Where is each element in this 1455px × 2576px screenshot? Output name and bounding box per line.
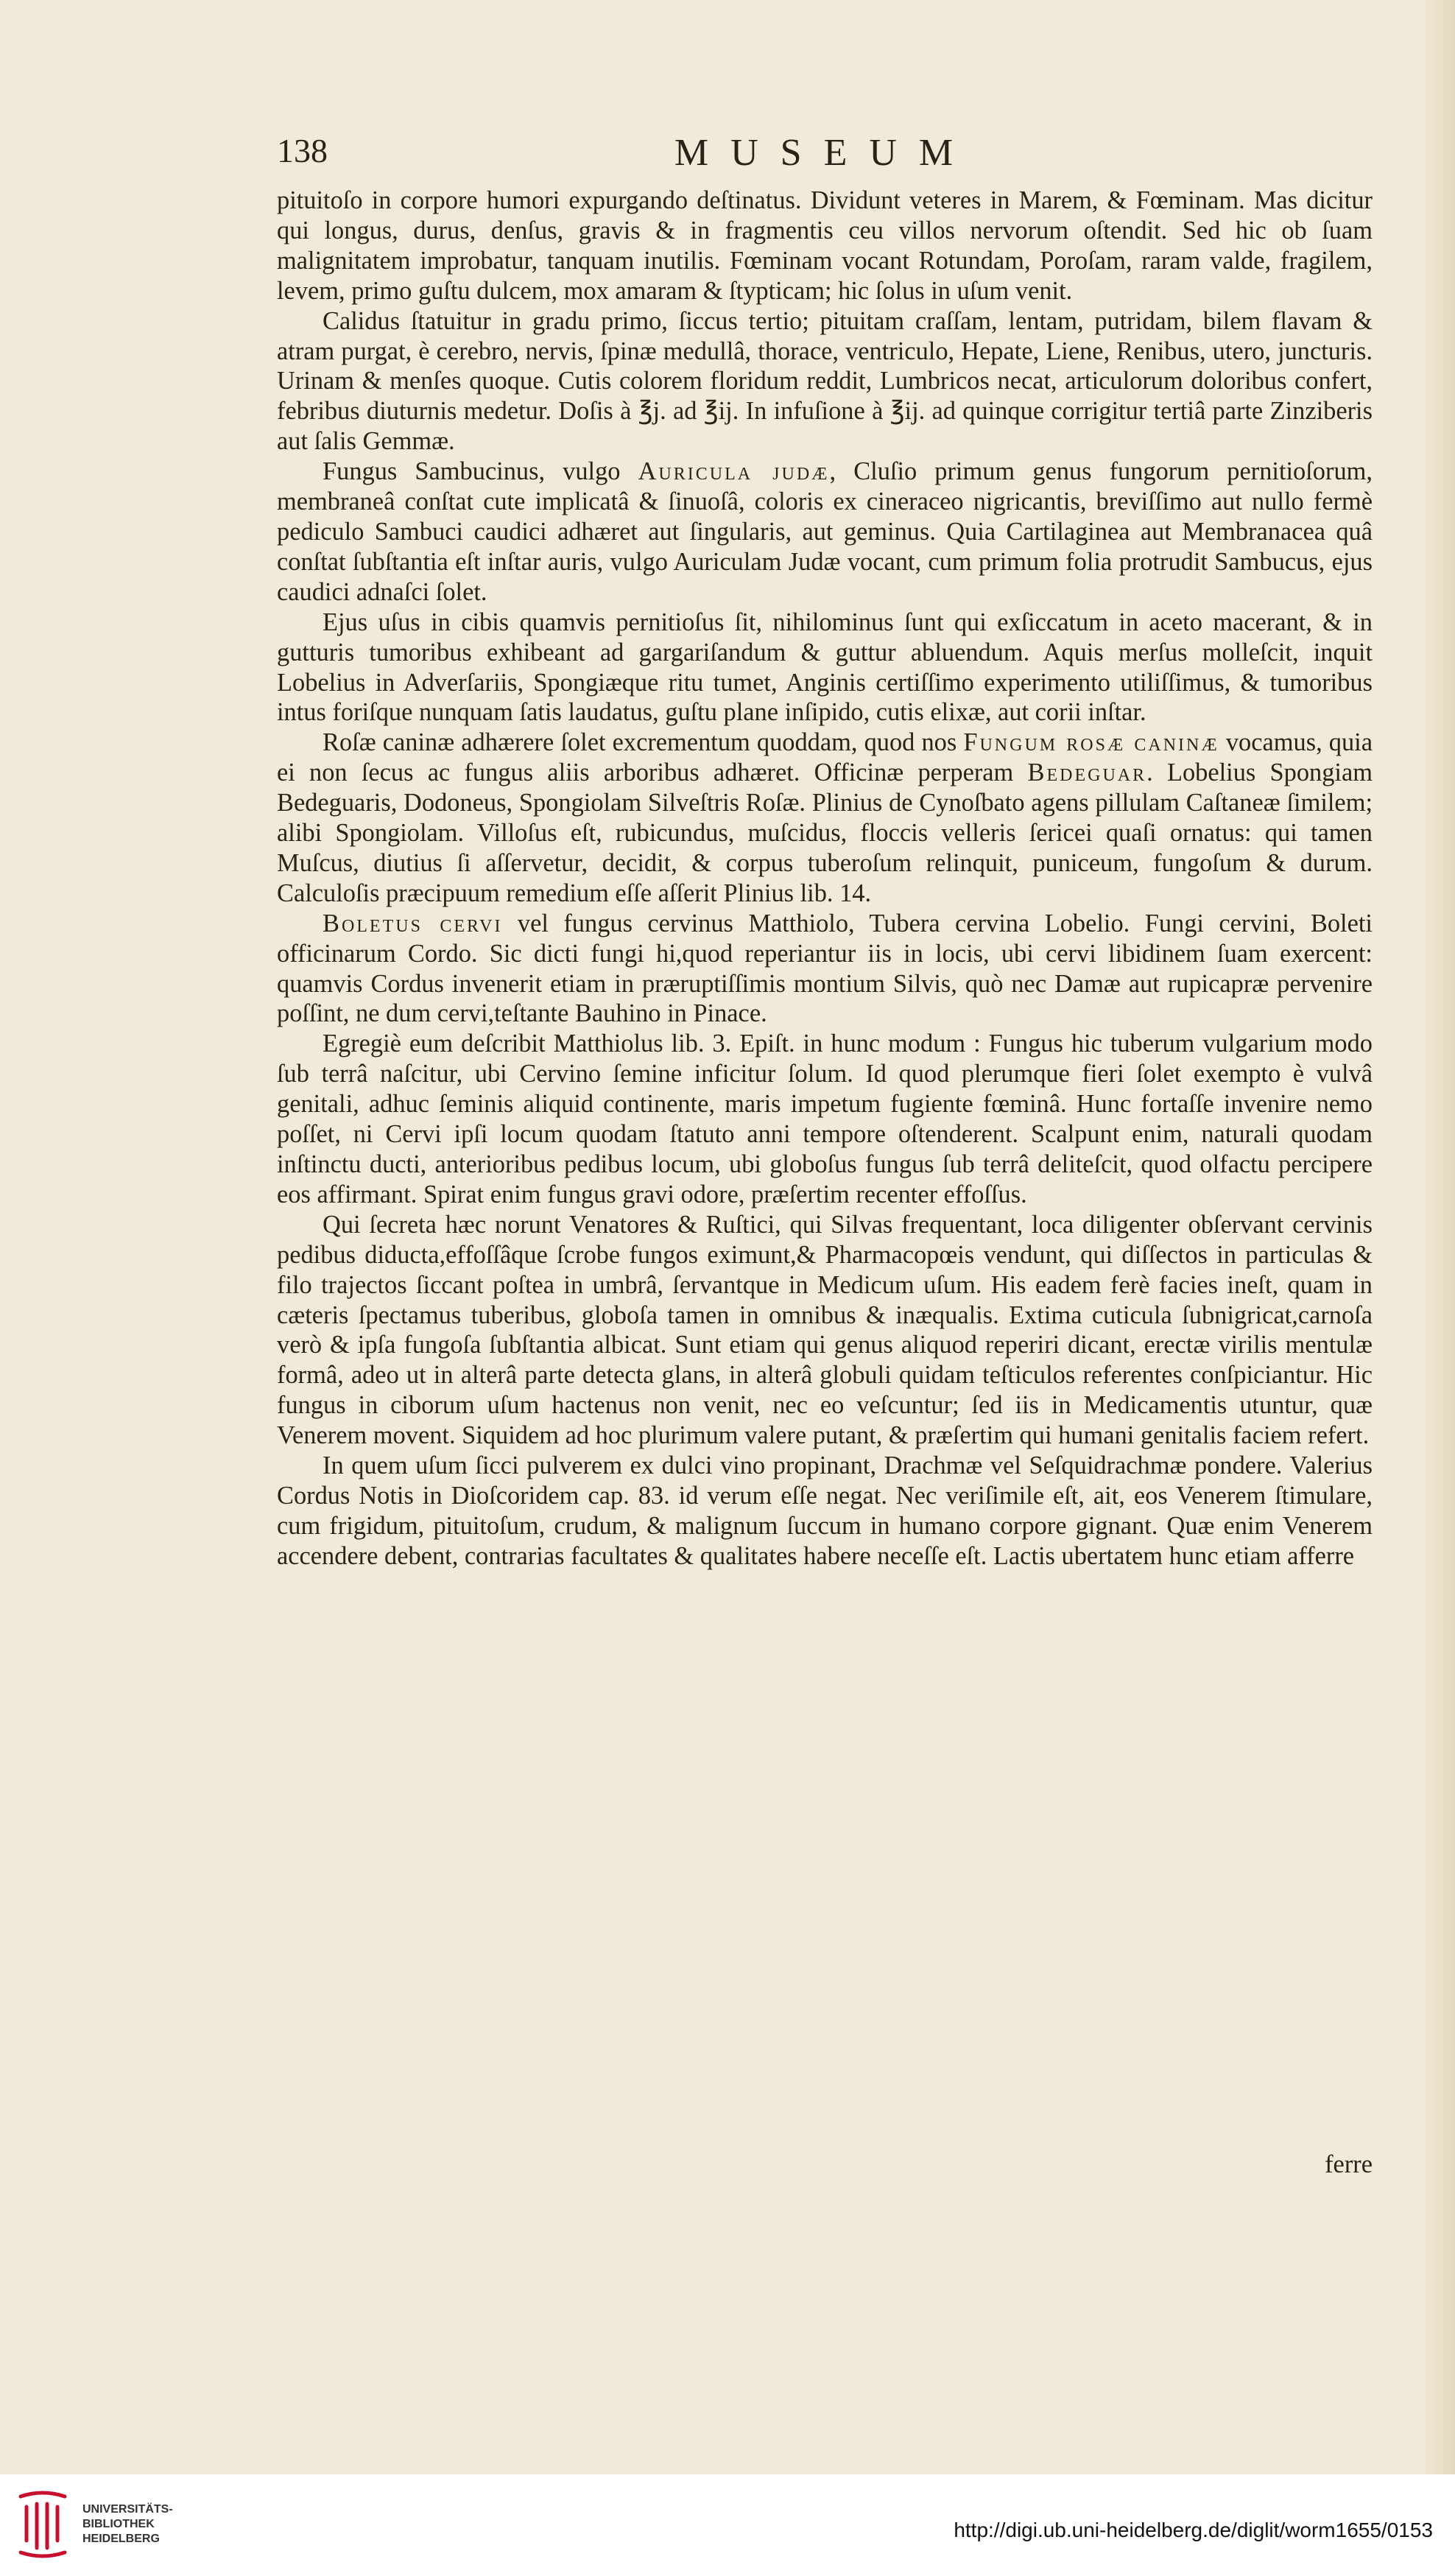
text-run: pituitoſo in corpore humori expurgando deſtinatus. Dividunt veteres in Marem, & Fœminam. Mas dicitur qui longus, durus, denſus, gravis & in fragmentis ceu villos nervorum oſtendit. Sed hic ob ſuam malignitatem improbatur, tanquam inutilis. Fœminam vocant Rotundam, Poroſam, raram valde, fragilem, levem, primo guſtu dulcem, mox amaram & ſtypticam; hic ſolus in uſum venit.	[277, 186, 1373, 305]
catchword: ferre	[1325, 2150, 1373, 2178]
logo-arc-2	[21, 2552, 65, 2556]
paragraph	[277, 1451, 1373, 1572]
text-run: Qui ſecreta hæc norunt Venatores & Ruſtici, qui Silvas frequentant, loca diligenter obſervant cervinis pedibus diducta,effoſſâque ſcrobe fungos eximunt,& Pharmacopœis vendunt, qui diſſectos in particulas & filo trajectos ſiccant poſtea in umbrâ, ſervantque in Medicum uſum. His eadem ferè facies ineſt, quam in cæteris ſpectamus tuberibus, globoſa tamen in omnibus & inæqualis. Extima cuticula ſubnigricat,carnoſa verò & ipſa fungoſa ſubſtantia albicat. Sunt etiam qui genus aliquod reperiri dicant, erectæ virilis mentulæ formâ, adeo ut in alterâ parte detecta glans, in alterâ globuli quidam teſticulos referentes conſpiciantur. Hic fungus in ciborum uſum hactenus non venit, nec eo veſcuntur; ſed iis in Medicamentis utuntur, quæ Venerem movent. Siquidem ad hoc plurimum valere putant, & præſertim qui humani genitalis faciem refert.	[277, 1210, 1373, 1450]
permalink-url[interactable]: http://digi.ub.uni-heidelberg.de/diglit/worm1655/0153	[954, 2519, 1433, 2541]
page-edge	[1426, 0, 1455, 2474]
small-caps-term: Boletus cervi	[323, 909, 503, 937]
small-caps-term: Auricula judæ	[638, 457, 830, 486]
paragraph	[277, 1029, 1373, 1209]
small-caps-term: Bedeguar	[1027, 759, 1147, 787]
small-caps-term: Fungum rosæ caninæ	[963, 728, 1219, 757]
text-run: Fungus Sambucinus, vulgo	[323, 457, 638, 486]
paragraph	[277, 457, 1373, 608]
text-run: , Cluſio primum genus fungorum pernitioſorum, membraneâ conſtat cute implicatâ & ſinuoſâ, coloris ex cineraceo nigricantis, breviſſimo aut nullo fermè pediculo Sambuci caudici adhæret aut ſingularis, aut geminus. Quia Cartilaginea aut Membranacea quâ conſtat ſubſtantia eſt inſtar auris, vulgo Auriculam Judæ vocant, cum primum folia protrudit Sambucus, ejus caudici adnaſci ſolet.	[277, 457, 1373, 606]
text-run: . Lobelius Spongiam Bedeguaris, Dodoneus, Spongiolam Silveſtris Roſæ. Plinius de Cynoſbato agens pillulam Caſtaneæ ſimilem; alibi Spongiolam. Villoſus eſt, rubicundus, muſcidus, floccis velleris ſericei quaſi ornatus: qui tamen Muſcus, diutius ſi aſſervetur, decidit, & corpus tuberoſum relinquit, puniceum, fungoſum & durum. Calculoſis præcipuum remedium eſſe aſſerit Plinius lib. 14.	[277, 759, 1373, 907]
paragraph	[277, 909, 1373, 1030]
paragraph	[277, 728, 1373, 908]
text-run: In quem uſum ſicci pulverem ex dulci vino propinant, Drachmæ vel Seſquidrachmæ pondere. Valerius Cordus Notis in Dioſcoridem cap. 83. id verum eſſe negat. Nec veriſimile eſt, ait, eos Venerem ſtimulare, cum frigidum, pituitoſum, crudum, & malignum ſuccum in humano corpore gignant. Quæ enim Venerem accendere debent, contrarias facultates & qualitates habere neceſſe eſt. Lactis ubertatem hunc etiam afferre	[277, 1451, 1373, 1570]
text-run: vel fungus cervinus Matthiolo, Tubera cervina Lobelio. Fungi cervini, Boleti officinarum Cordo. Sic dicti fungi hi,quod reperiantur iis in locis, ubi cervi libidinem ſuam exercent: quamvis Cordus invenerit etiam in præruptiſſimis montium Silvis, quò nec Damæ aut rupicapræ pervenire poſſint, ne dum cervi,teſtante Bauhino in Pinace.	[277, 909, 1373, 1028]
text-run: Roſæ caninæ adhærere ſolet excrementum quoddam, quod nos	[323, 728, 964, 757]
paragraph	[277, 1210, 1373, 1451]
paragraph	[277, 306, 1373, 457]
page-header	[277, 131, 1373, 183]
footer-bar	[0, 2474, 1455, 2576]
page-number: 138	[277, 132, 328, 169]
paragraph	[277, 608, 1373, 728]
text-run: vocamus, quia ei non ſecus ac fungus aliis arboribus adhæret. Officinæ perperam	[277, 728, 1373, 787]
body-text	[277, 186, 1373, 1572]
running-head: MUSEUM	[674, 132, 976, 174]
library-name-line: HEIDELBERG	[82, 2533, 160, 2545]
university-library-logo[interactable]	[16, 2489, 69, 2560]
library-name-line: UNIVERSITÄTS-	[82, 2503, 173, 2516]
text-run: Calidus ſtatuitur in gradu primo, ſiccus tertio; pituitam craſſam, lentam, putridam, bilem flavam & atram purgat, è cerebro, nervis, ſpinæ medullâ, thorace, ventriculo, Hepate, Liene, Renibus, utero, juncturis. Urinam & menſes quoque. Cutis colorem floridum reddit, Lumbricos necat, articulorum doloribus confert, febribus diuturnis medetur. Doſis à ℥j. ad ℥ij. In infuſione à ℥ij. ad quinque corrigitur tertiâ parte Zinziberis aut ſalis Gemmæ.	[277, 306, 1373, 456]
paragraph	[277, 186, 1373, 306]
library-name[interactable]	[82, 2502, 173, 2547]
text-run: Egregiè eum deſcribit Matthiolus lib. 3. Epiſt. in hunc modum : Fungus hic tuberum vulgarium modo ſub terrâ naſcitur, ubi Cervino ſemine inficitur ſolum. Id quod plerumque fieri ſolet exempto è vulvâ genitali, adhuc ſeminis aliquid continente, maris impetum fugiente fœminâ. Hunc fortaſſe invenire nemo poſſet, ni Cervi ipſi locum quodam ſtatuto anni tempore oſtenderent. Scalpunt enim, naturali quodam inſtinctu ducti, anterioribus pedibus locum, ubi globoſus fungus ſub terrâ deliteſcit, quod olfactu percipere eos affirmant. Spirat enim fungus gravi odore, præſertim recenter effoſſus.	[277, 1030, 1373, 1208]
text-run: Ejus uſus in cibis quamvis pernitioſus ſit, nihilominus ſunt qui exſiccatum in aceto macerant, & in gutturis tumoribus exhibeant ad gargariſandum & guttur abluendum. Aquis merſus molleſcit, inquit Lobelius in Adverſariis, Spongiæque ritu tumet, Anginis certiſſimo experimento utiliſſimus, & tumoribus intus foriſque nunquam ſatis laudatus, guſtu plane inſipido, cutis elixæ, aut corii inſtar.	[277, 608, 1373, 727]
library-name-line: BIBLIOTHEK	[82, 2518, 155, 2530]
logo-arc-1	[21, 2493, 65, 2496]
